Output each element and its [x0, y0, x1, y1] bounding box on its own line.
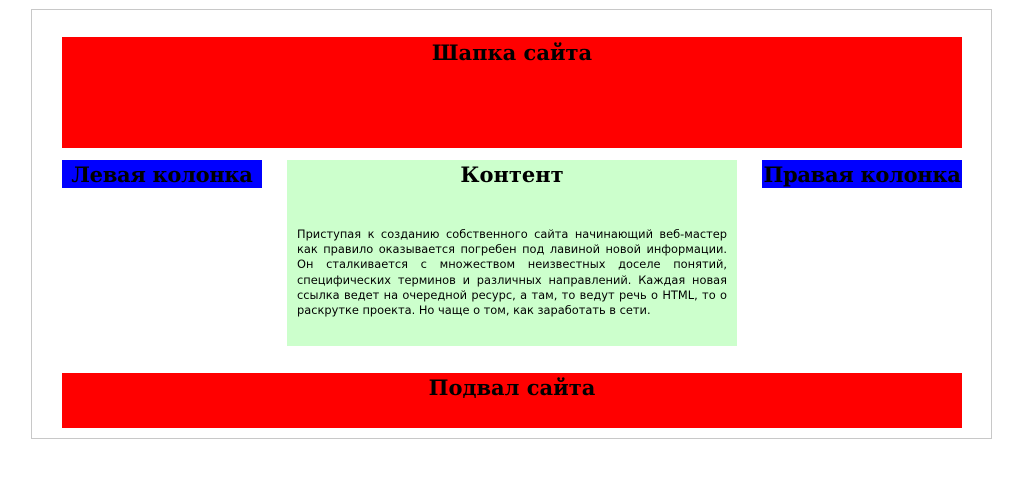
left-column: [62, 160, 262, 188]
header-title: Шапка сайта: [431, 40, 593, 65]
site-header: [62, 37, 962, 148]
footer-title: Подвал сайта: [428, 375, 596, 400]
left-column-title: Левая колонка: [71, 162, 253, 187]
right-column-title: Правая колонка: [763, 162, 961, 187]
content-text: Приступая к созданию собственного сайта начинающий веб-мастер как правило оказывается погребен под лавиной новой информации. Он сталкивается с множеством неизвестных доселе понятий, специфических терминов и различных направлений. Каждая новая ссылка ведет на очередной ресурс, а там, то ведут речь о HTML, то о раскрутке проекта. Но чаще о том, как заработать в сети.: [297, 227, 727, 318]
content-title: Контент: [460, 162, 564, 187]
content-area: [287, 160, 737, 346]
right-column: [762, 160, 962, 188]
site-footer: [62, 373, 962, 428]
